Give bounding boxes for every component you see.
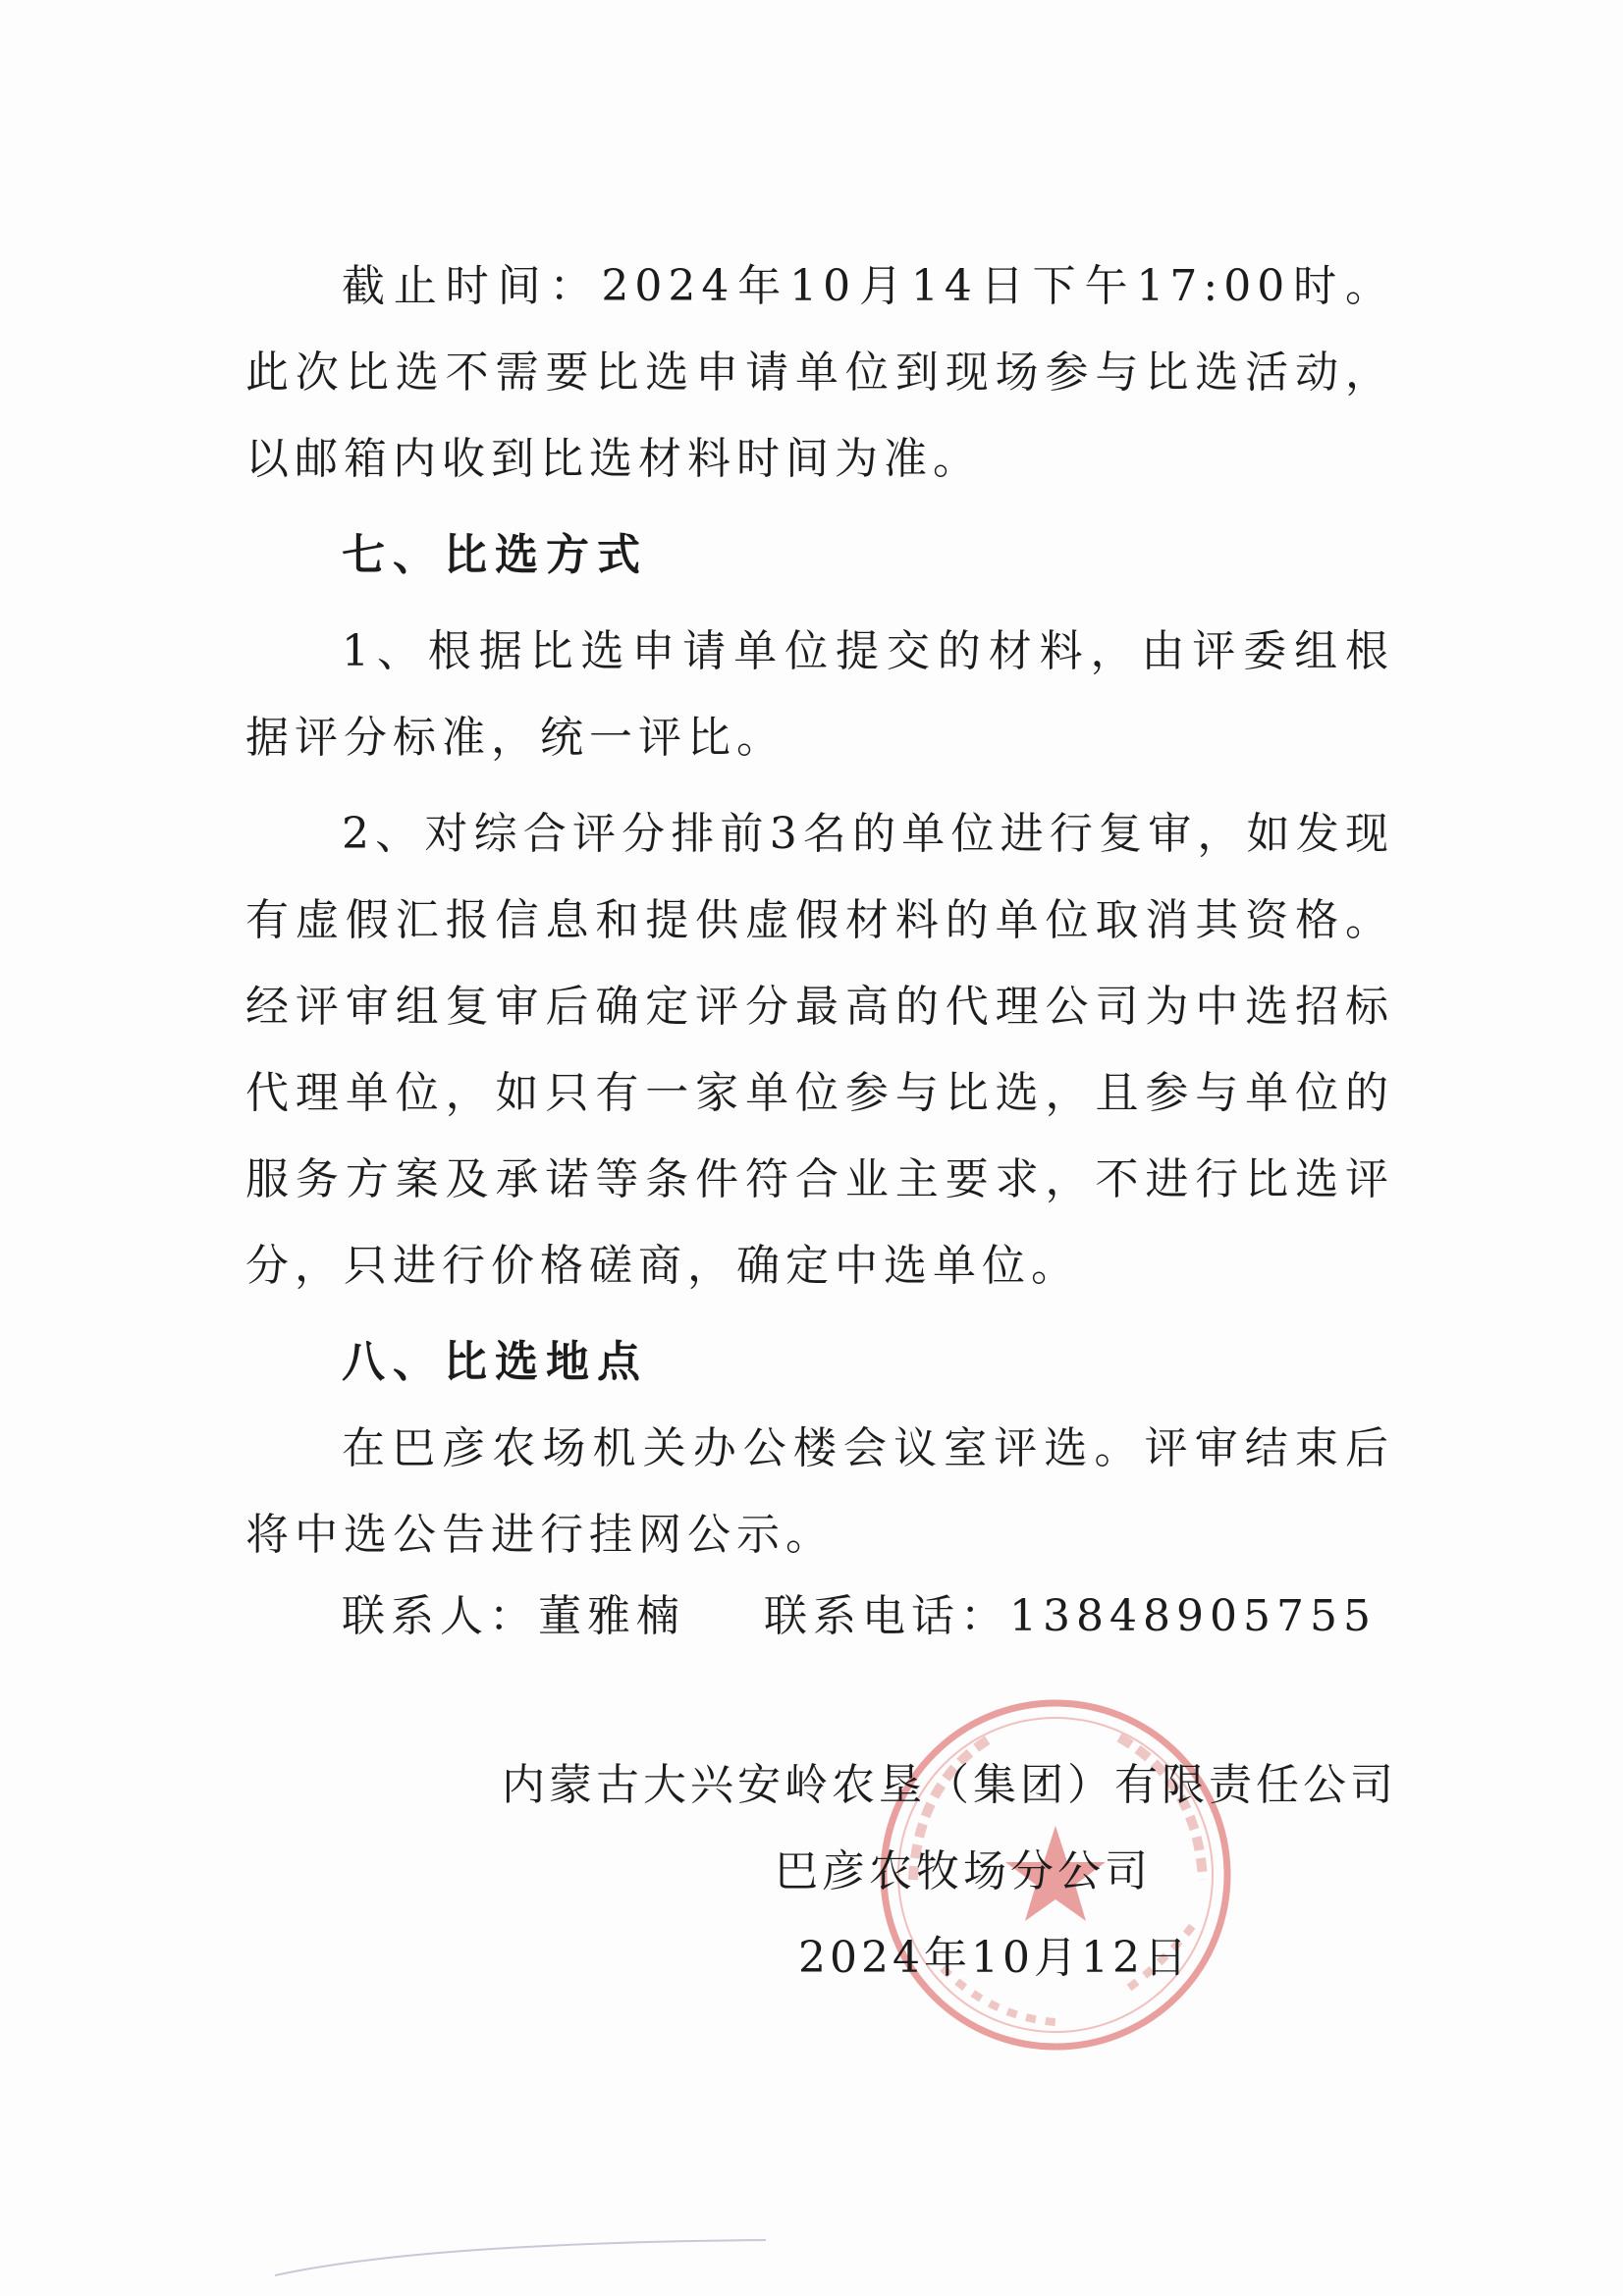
scan-edge-mark: [275, 2238, 766, 2277]
body-text: [245, 243, 1394, 1578]
signature-date: 2024年10月12日: [798, 1933, 1191, 1983]
method-paragraph-2: 2、对综合评分排前3名的单位进行复审，如发现有虚假汇报信息和提供虚假材料的单位取消其资格。经评审组复审后确定评分最高的代理公司为中选招标代理单位，如只有一家单位参与比选，且参与单位的服务方案及承诺等条件符合业主要求，不进行比选评分，只进行价格磋商，确定中选单位。: [245, 809, 1394, 1291]
section-eight-heading: 八、比选地点: [342, 1337, 648, 1387]
signature-block: [502, 1742, 1397, 2002]
signature-company: 内蒙古大兴安岭农垦（集团）有限责任公司: [502, 1760, 1397, 1810]
signature-branch: 巴彦农牧场分公司: [775, 1846, 1152, 1896]
contact-phone-number: 13848905755: [1009, 1591, 1377, 1641]
method-paragraph-1: 1、根据比选申请单位提交的材料，由评委组根据评分标准，统一评比。: [245, 626, 1394, 763]
contact-line: [342, 1580, 1377, 1643]
section-seven-heading: 七、比选方式: [342, 530, 648, 580]
deadline-paragraph: 截止时间：2024年10月14日下午17:00时。此次比选不需要比选申请单位到现场参与比选活动，以邮箱内收到比选材料时间为准。: [245, 261, 1394, 484]
contact-person-name: 董雅楠: [538, 1591, 685, 1641]
location-paragraph: 在巴彦农场机关办公楼会议室评选。评审结束后将中选公告进行挂网公示。: [245, 1423, 1394, 1560]
contact-phone-label: 联系电话：: [764, 1591, 1009, 1641]
contact-person-label: 联系人：: [342, 1591, 538, 1641]
